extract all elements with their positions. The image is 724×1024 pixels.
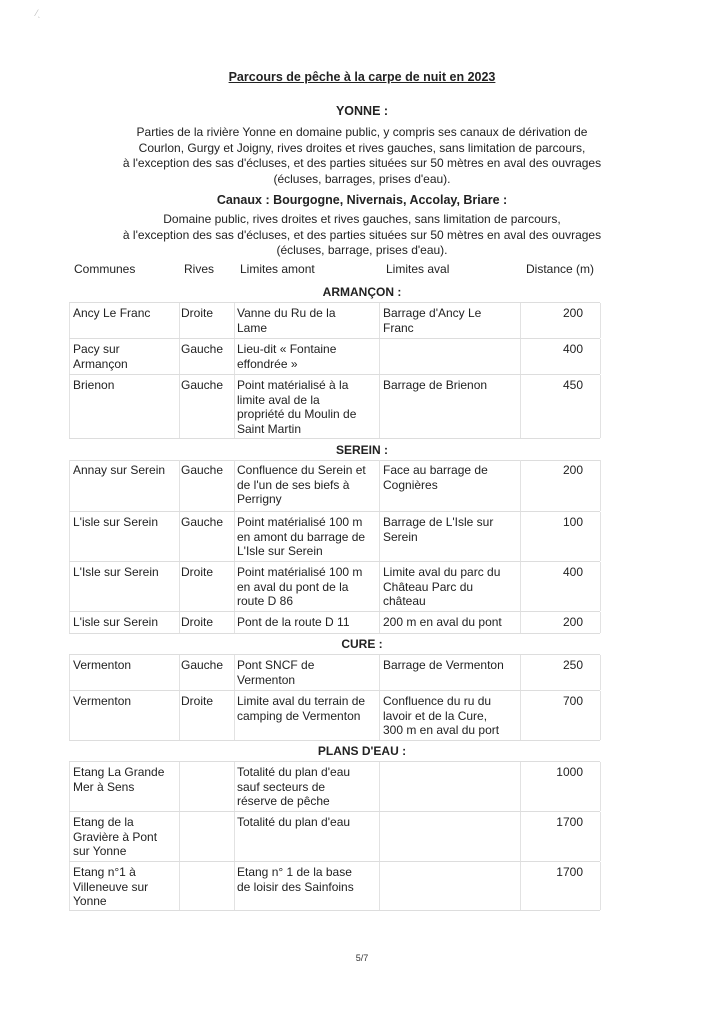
- column-rule: [379, 303, 380, 338]
- column-rule: [600, 460, 601, 511]
- cell-distance: 400: [562, 565, 583, 579]
- cell-line: L'Isle sur Serein: [73, 565, 159, 579]
- column-rule: [520, 460, 521, 511]
- column-rule: [379, 460, 380, 511]
- cell-line: Vanne du Ru de la: [237, 306, 336, 320]
- column-rule: [179, 762, 180, 811]
- column-rule: [600, 562, 601, 611]
- cell-limite-aval: [383, 463, 488, 492]
- cell-distance: 450: [562, 378, 583, 392]
- cell-line: Limite aval du parc du: [383, 565, 501, 579]
- column-rule: [379, 375, 380, 438]
- column-rule: [520, 612, 521, 633]
- cell-line: Mer à Sens: [73, 779, 135, 794]
- column-rule: [520, 512, 521, 561]
- column-rule: [69, 862, 70, 910]
- cell-line: Barrage d'Ancy Le: [383, 306, 482, 320]
- cell-line: Etang de la: [73, 815, 134, 829]
- cell-limite-amont: [237, 765, 350, 809]
- cell-distance: 100: [562, 515, 583, 529]
- paragraph-line: à l'exception des sas d'écluses, et des parties situées sur 50 mètres en aval des ouvrages: [122, 156, 602, 170]
- column-rule: [234, 460, 235, 511]
- cell-commune: [73, 615, 158, 630]
- cell-commune: [73, 815, 157, 859]
- group-heading: PLANS D'EAU :: [317, 744, 407, 758]
- column-rule: [69, 762, 70, 811]
- column-rule: [520, 812, 521, 861]
- cell-line: Serein: [383, 529, 418, 544]
- cell-distance: 1700: [556, 815, 583, 829]
- cell-line: Limite aval du terrain de: [237, 694, 366, 708]
- cell-limite-amont: [237, 815, 350, 830]
- cell-rive: Gauche: [181, 463, 224, 477]
- row-divider: [69, 438, 600, 439]
- cell-limite-amont: [237, 463, 366, 507]
- column-rule: [234, 375, 235, 438]
- column-rule: [179, 691, 180, 740]
- column-rule: [69, 612, 70, 633]
- cell-line: L'isle sur Serein: [73, 615, 158, 629]
- column-rule: [520, 562, 521, 611]
- column-rule: [600, 762, 601, 811]
- column-rule: [379, 655, 380, 690]
- row-divider: [69, 633, 600, 634]
- header-distance: Distance (m): [526, 262, 595, 276]
- cell-limite-aval: [383, 565, 500, 609]
- cell-line: Vermenton: [73, 694, 132, 708]
- canaux-paragraph: [70, 212, 654, 259]
- cell-rive: Droite: [181, 306, 214, 320]
- column-rule: [69, 691, 70, 740]
- cell-line: Point matérialisé à la: [237, 378, 349, 392]
- cell-line: Yonne: [73, 894, 107, 908]
- cell-limite-amont: [237, 378, 356, 436]
- column-rule: [600, 612, 601, 633]
- cell-commune: [73, 463, 165, 478]
- cell-limite-aval: [383, 694, 499, 738]
- column-rule: [520, 655, 521, 690]
- group-heading: SEREIN :: [335, 443, 388, 457]
- column-rule: [379, 512, 380, 561]
- cell-line: L'isle sur Serein: [73, 515, 158, 529]
- cell-line: sur Yonne: [73, 844, 127, 858]
- page-title: Parcours de pêche à la carpe de nuit en 2023: [228, 70, 496, 84]
- column-rule: [69, 460, 70, 511]
- cell-line: Brienon: [73, 378, 115, 392]
- cell-line: 200 m en aval du pont: [383, 615, 502, 629]
- column-rule: [379, 862, 380, 910]
- cell-distance: 1000: [556, 765, 583, 779]
- cell-limite-aval: [383, 615, 502, 630]
- cell-line: Gravière à Pont: [73, 829, 158, 844]
- header-communes: Communes: [74, 262, 136, 276]
- cell-limite-amont: [237, 565, 362, 609]
- cell-line: L'Isle sur Serein: [237, 544, 323, 558]
- cell-distance: 700: [562, 694, 583, 708]
- cell-distance: 1700: [556, 865, 583, 879]
- header-rives: Rives: [184, 262, 215, 276]
- yonne-heading: YONNE :: [335, 104, 389, 118]
- column-rule: [379, 691, 380, 740]
- cell-commune: [73, 765, 164, 794]
- column-rule: [379, 612, 380, 633]
- paragraph-line: à l'exception des sas d'écluses, et des parties situées sur 50 mètres en aval des ouvrages: [122, 227, 602, 242]
- paragraph-line: Parties de la rivière Yonne en domaine public, y compris ses canaux de dérivation de: [136, 125, 588, 139]
- column-rule: [179, 512, 180, 561]
- cell-line: Saint Martin: [237, 421, 302, 436]
- column-rule: [179, 612, 180, 633]
- yonne-paragraph: [70, 125, 654, 187]
- column-rule: [379, 812, 380, 861]
- cell-limite-amont: [237, 306, 336, 335]
- cell-line: Etang n° 1 de la base: [237, 865, 352, 879]
- column-rule: [520, 762, 521, 811]
- column-rule: [179, 303, 180, 338]
- cell-limite-aval: [383, 378, 487, 393]
- column-rule: [600, 655, 601, 690]
- cell-limite-amont: [237, 515, 365, 559]
- cell-line: Lieu-dit « Fontaine: [237, 342, 337, 356]
- cell-line: sauf secteurs de: [237, 779, 326, 794]
- column-rule: [179, 375, 180, 438]
- column-rule: [234, 339, 235, 374]
- cell-commune: [73, 306, 150, 321]
- cell-limite-amont: [237, 865, 354, 894]
- cell-line: route D 86: [237, 594, 294, 608]
- cell-distance: 200: [562, 463, 583, 477]
- cell-commune: [73, 565, 159, 580]
- cell-line: limite aval de la: [237, 392, 320, 407]
- paragraph-line: Courlon, Gurgy et Joigny, rives droites et rives gauches, sans limitation de parcours,: [138, 140, 586, 155]
- column-rule: [69, 375, 70, 438]
- cell-line: Pont SNCF de: [237, 658, 315, 672]
- cell-line: en aval du pont de la: [237, 579, 349, 594]
- column-rule: [600, 512, 601, 561]
- cell-rive: Gauche: [181, 342, 224, 356]
- column-rule: [600, 339, 601, 374]
- cell-line: Villeneuve sur: [73, 879, 149, 894]
- cell-line: Face au barrage de: [383, 463, 488, 477]
- cell-rive: Droite: [181, 694, 214, 708]
- column-rule: [379, 762, 380, 811]
- cell-line: Cognières: [383, 477, 438, 492]
- cell-distance: 250: [562, 658, 583, 672]
- cell-commune: [73, 865, 148, 909]
- column-rule: [179, 862, 180, 910]
- cell-line: Lame: [237, 320, 268, 335]
- paragraph-line: (écluses, barrage, prises d'eau).: [276, 243, 448, 257]
- cell-line: réserve de pêche: [237, 794, 330, 808]
- column-rule: [600, 862, 601, 910]
- cell-limite-amont: [237, 658, 314, 687]
- column-rule: [600, 303, 601, 338]
- cell-rive: Gauche: [181, 515, 224, 529]
- cell-line: Pacy sur: [73, 342, 120, 356]
- column-rule: [69, 339, 70, 374]
- column-rule: [520, 375, 521, 438]
- column-rule: [520, 691, 521, 740]
- cell-line: Vermenton: [73, 658, 132, 672]
- cell-commune: [73, 515, 158, 530]
- cell-distance: 400: [562, 342, 583, 356]
- column-rule: [234, 862, 235, 910]
- column-rule: [234, 691, 235, 740]
- cell-limite-aval: [383, 658, 504, 673]
- column-rule: [234, 812, 235, 861]
- column-rule: [234, 612, 235, 633]
- cell-line: de loisir des Sainfoins: [237, 879, 354, 894]
- column-rule: [600, 691, 601, 740]
- cell-line: propriété du Moulin de: [237, 407, 357, 421]
- column-rule: [69, 303, 70, 338]
- cell-rive: Gauche: [181, 378, 224, 392]
- row-divider: [69, 740, 600, 741]
- column-rule: [179, 460, 180, 511]
- column-rule: [179, 655, 180, 690]
- column-rule: [179, 339, 180, 374]
- cell-line: Barrage de Vermenton: [383, 658, 504, 672]
- cell-limite-amont: [237, 694, 365, 723]
- cell-rive: Droite: [181, 615, 214, 629]
- group-heading: ARMANÇON :: [322, 285, 402, 299]
- column-rule: [379, 562, 380, 611]
- column-rule: [179, 562, 180, 611]
- cell-line: en amont du barrage de: [237, 529, 366, 544]
- canaux-heading: Canaux : Bourgogne, Nivernais, Accolay, Briare :: [216, 193, 508, 207]
- cell-line: lavoir et de la Cure,: [383, 708, 488, 723]
- cell-line: effondrée »: [237, 356, 298, 371]
- cell-line: château: [383, 594, 426, 608]
- cell-limite-amont: [237, 615, 350, 630]
- column-rule: [234, 512, 235, 561]
- column-rule: [234, 762, 235, 811]
- cell-line: Barrage de L'Isle sur: [383, 515, 494, 529]
- column-rule: [234, 303, 235, 338]
- row-divider: [69, 910, 600, 911]
- cell-line: Ancy Le Franc: [73, 306, 151, 320]
- cell-line: Totalité du plan d'eau: [237, 765, 351, 779]
- cell-line: Château Parc du: [383, 579, 474, 594]
- cell-limite-amont: [237, 342, 336, 371]
- cell-rive: Droite: [181, 565, 214, 579]
- cell-line: Vermenton: [237, 672, 296, 687]
- column-rule: [234, 562, 235, 611]
- cell-line: Etang La Grande: [73, 765, 165, 779]
- column-rule: [69, 562, 70, 611]
- cell-line: Pont de la route D 11: [237, 615, 350, 629]
- column-rule: [69, 655, 70, 690]
- cell-line: Annay sur Serein: [73, 463, 166, 477]
- column-rule: [234, 655, 235, 690]
- cell-line: Point matérialisé 100 m: [237, 565, 363, 579]
- cell-commune: [73, 658, 131, 673]
- cell-limite-aval: [383, 306, 481, 335]
- cell-commune: [73, 694, 131, 709]
- cell-line: Totalité du plan d'eau: [237, 815, 351, 829]
- column-rule: [600, 375, 601, 438]
- cell-distance: 200: [562, 615, 583, 629]
- cell-line: Etang n°1 à: [73, 865, 136, 879]
- cell-line: Armançon: [73, 356, 128, 371]
- cell-line: Barrage de Brienon: [383, 378, 488, 392]
- cell-line: Perrigny: [237, 492, 282, 506]
- cell-line: de l'un de ses biefs à: [237, 477, 350, 492]
- cell-distance: 200: [562, 306, 583, 320]
- header-limites-aval: Limites aval: [386, 262, 450, 276]
- paragraph-line: Domaine public, rives droites et rives gauches, sans limitation de parcours,: [163, 212, 561, 226]
- column-rule: [179, 812, 180, 861]
- cell-commune: [73, 378, 114, 393]
- column-rule: [520, 303, 521, 338]
- header-limites-amont: Limites amont: [240, 262, 315, 276]
- cell-line: Point matérialisé 100 m: [237, 515, 363, 529]
- column-rule: [520, 862, 521, 910]
- cell-commune: [73, 342, 128, 371]
- column-rule: [69, 812, 70, 861]
- cell-line: Confluence du ru du: [383, 694, 492, 708]
- column-rule: [379, 339, 380, 374]
- cell-line: camping de Vermenton: [237, 708, 361, 723]
- column-rule: [69, 512, 70, 561]
- cell-rive: Gauche: [181, 658, 224, 672]
- paragraph-line: (écluses, barrages, prises d'eau).: [273, 171, 451, 186]
- scan-mark: ⁄ˎ: [36, 8, 41, 18]
- column-rule: [600, 812, 601, 861]
- column-rule: [520, 339, 521, 374]
- cell-limite-aval: [383, 515, 493, 544]
- cell-line: 300 m en aval du port: [383, 723, 500, 737]
- page-number: 5/7: [355, 953, 369, 963]
- cell-line: Confluence du Serein et: [237, 463, 366, 477]
- cell-line: Franc: [383, 320, 414, 335]
- group-heading: CURE :: [341, 637, 383, 651]
